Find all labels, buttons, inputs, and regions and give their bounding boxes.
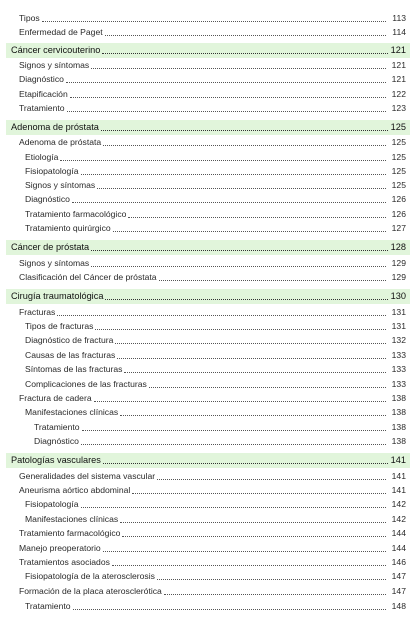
dotted-leader [97,188,386,189]
entry-label: Tratamiento [19,103,65,113]
toc-entry-row[interactable] [0,584,416,598]
dotted-leader [60,160,386,161]
entry-label: Etiología [25,152,59,162]
page-number: 147 [391,571,406,581]
page-number: 122 [391,89,406,99]
toc-section-row[interactable] [6,289,410,304]
dotted-leader [67,111,386,112]
entry-label: Tratamientos asociados [19,557,110,567]
dotted-leader [105,299,388,300]
dotted-leader [91,250,388,251]
toc-entry-row[interactable] [0,512,416,526]
entry-label: Adenoma de próstata [19,137,102,147]
dotted-leader [159,280,386,281]
page-number: 125 [391,166,406,176]
entry-label: Tratamiento quirúrgico [25,223,111,233]
dotted-leader [149,387,386,388]
toc-section-row[interactable] [6,240,410,255]
toc-entry-row[interactable] [0,405,416,419]
toc-entry-row[interactable] [0,526,416,540]
toc-entry-row[interactable] [0,348,416,362]
dotted-leader [72,202,386,203]
toc-entry-row[interactable] [0,541,416,555]
page-number: 146 [391,557,406,567]
page-number: 141 [391,471,406,481]
entry-label: Tipos de fracturas [25,321,94,331]
dotted-leader [70,97,386,98]
page-number: 144 [391,528,406,538]
toc-section-row[interactable] [6,43,410,58]
toc-entry-row[interactable] [0,135,416,149]
entry-label: Fisiopatología [25,499,79,509]
entry-label: Tratamiento farmacológico [19,528,121,538]
toc-entry-row[interactable] [0,319,416,333]
page-number: 121 [391,74,406,84]
entry-label: Manifestaciones clínicas [25,407,119,417]
entry-label: Tratamiento [25,601,71,611]
toc-entry-row[interactable] [0,362,416,376]
dotted-leader [91,266,386,267]
page-number: 141 [390,455,406,465]
entry-label: Enfermedad de Paget [19,27,103,37]
entry-label: Signos y síntomas [19,258,90,268]
toc-entry-row[interactable] [0,192,416,206]
entry-label: Diagnóstico [25,194,70,204]
toc-entry-row[interactable] [0,497,416,511]
dotted-leader [103,145,386,146]
toc-entry-row[interactable] [0,420,416,434]
entry-label: Diagnóstico de fractura [25,335,114,345]
toc-entry-row[interactable] [0,178,416,192]
page-number: 142 [391,514,406,524]
page-number: 148 [391,601,406,611]
page-number: 121 [391,60,406,70]
toc-entry-row[interactable] [0,150,416,164]
dotted-leader [102,53,388,54]
dotted-leader [105,35,386,36]
dotted-leader [73,609,386,610]
page-number: 138 [391,422,406,432]
entry-label: Fisiopatología de la aterosclerosis [25,571,155,581]
toc-entry-row[interactable] [0,101,416,115]
entry-label: Fractura de cadera [19,393,92,403]
entry-label: Aneurisma aórtico abdominal [19,485,131,495]
page-number: 133 [391,379,406,389]
entry-label: Complicaciones de las fracturas [25,379,147,389]
toc-section-row[interactable] [6,453,410,468]
dotted-leader [95,329,386,330]
dotted-leader [81,174,386,175]
page-number: 121 [390,45,406,55]
page-number: 133 [391,364,406,374]
dotted-leader [117,358,386,359]
toc-entry-row[interactable] [0,469,416,483]
dotted-leader [66,82,386,83]
toc-entry-row[interactable] [0,483,416,497]
entry-label: Manejo preoperatorio [19,543,101,553]
page-number: 147 [391,586,406,596]
entry-label: Signos y síntomas [19,60,90,70]
page-number: 130 [390,291,406,301]
toc-entry-row[interactable] [0,256,416,270]
page-number: 123 [391,103,406,113]
page-number: 127 [391,223,406,233]
toc-entry-row[interactable] [0,434,416,448]
page-number: 129 [391,258,406,268]
toc-entry-row[interactable] [0,87,416,101]
toc-entry-row[interactable] [0,25,416,39]
entry-label: Generalidades del sistema vascular [19,471,156,481]
dotted-leader [115,343,386,344]
dotted-leader [122,536,386,537]
dotted-leader [42,21,386,22]
dotted-leader [101,130,388,131]
toc-entry-row[interactable] [0,11,416,25]
page-number: 125 [391,137,406,147]
dotted-leader [113,231,386,232]
page-number: 126 [391,194,406,204]
page-number: 144 [391,543,406,553]
toc-entry-row[interactable] [0,555,416,569]
entry-label: Fracturas [19,307,56,317]
entry-label: Tratamiento farmacológico [25,209,127,219]
dotted-leader [103,463,388,464]
entry-label: Diagnóstico [34,436,79,446]
entry-label: Clasificación del Cáncer de próstata [19,272,157,282]
toc-section-row[interactable] [6,120,410,135]
entry-label: Causas de las fracturas [25,350,116,360]
toc-entry-row[interactable] [0,207,416,221]
page-number: 138 [391,407,406,417]
page-number: 131 [391,321,406,331]
dotted-leader [120,522,386,523]
toc-entry-row[interactable] [0,164,416,178]
toc-entry-row[interactable] [0,569,416,583]
page-number: 128 [390,242,406,252]
toc-entry-row[interactable] [0,377,416,391]
page-number: 125 [391,180,406,190]
entry-label: Fisiopatología [25,166,79,176]
dotted-leader [81,507,386,508]
toc-entry-row[interactable] [0,58,416,72]
page-number: 114 [392,27,406,37]
entry-label: Etapificación [19,89,68,99]
page-number: 132 [391,335,406,345]
toc-entry-row[interactable] [0,221,416,235]
entry-label: Signos y síntomas [25,180,96,190]
page-number: 141 [391,485,406,495]
toc-entry-row[interactable] [0,599,416,613]
page-number: 138 [391,393,406,403]
entry-label: Formación de la placa aterosclerótica [19,586,162,596]
entry-label: Tipos [19,13,40,23]
page-number: 138 [391,436,406,446]
entry-label: Manifestaciones clínicas [25,514,119,524]
page-number: 129 [391,272,406,282]
dotted-leader [124,372,386,373]
page-number: 126 [391,209,406,219]
entry-label: Tratamiento [34,422,80,432]
toc-entry-row[interactable] [0,333,416,347]
section-title: Cirugía traumatológica [11,291,104,301]
section-title: Adenoma de próstata [11,122,99,132]
dotted-leader [132,493,386,494]
entry-label: Diagnóstico [19,74,64,84]
dotted-leader [164,594,386,595]
dotted-leader [57,315,386,316]
page-number: 142 [391,499,406,509]
dotted-leader [157,579,386,580]
dotted-leader [82,430,386,431]
dotted-leader [103,551,386,552]
entry-label: Síntomas de las fracturas [25,364,123,374]
page-number: 133 [391,350,406,360]
page-number: 125 [390,122,406,132]
dotted-leader [157,479,386,480]
dotted-leader [94,401,386,402]
toc-entry-row[interactable] [0,391,416,405]
dotted-leader [81,444,386,445]
page-number: 125 [391,152,406,162]
toc-entry-row[interactable] [0,305,416,319]
page-number: 113 [392,13,406,23]
section-title: Cáncer cervicouterino [11,45,101,55]
toc-entry-row[interactable] [0,72,416,86]
page-number: 131 [391,307,406,317]
dotted-leader [91,68,386,69]
section-title: Patologías vasculares [11,455,101,465]
toc-entry-row[interactable] [0,270,416,284]
dotted-leader [128,217,386,218]
section-title: Cáncer de próstata [11,242,90,252]
dotted-leader [120,415,386,416]
dotted-leader [112,565,386,566]
